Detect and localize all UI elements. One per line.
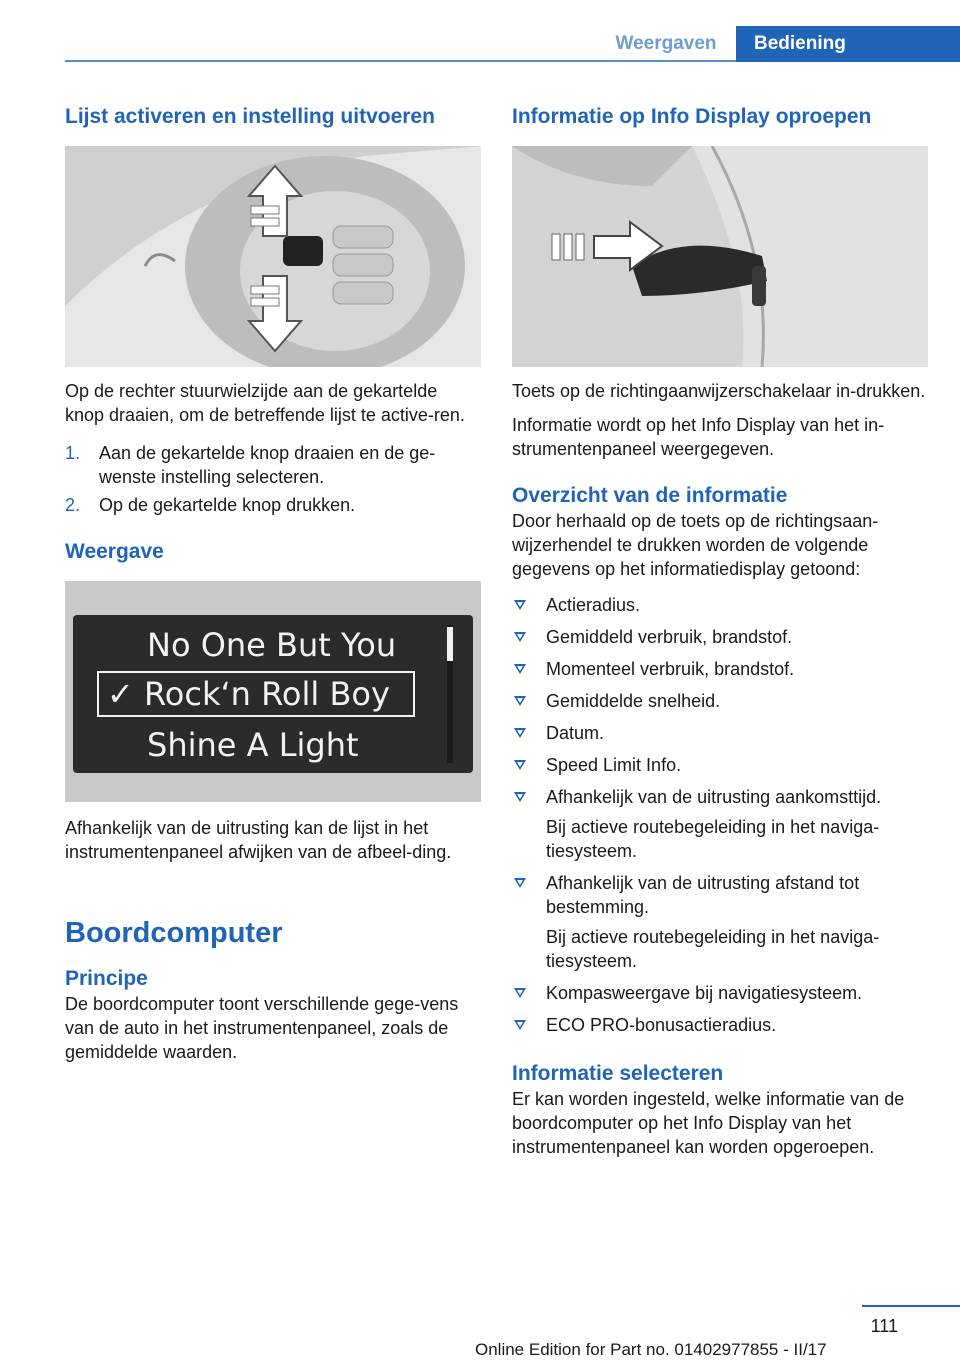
step-text: Aan de gekartelde knop draaien en de ge-wenste instelling selecteren. — [99, 443, 436, 487]
paragraph-select-info: Er kan worden ingesteld, welke informatie van de boordcomputer op het Info Display van het instrumentenpaneel kan worden opgeroepen. — [512, 1089, 905, 1157]
heading-principle: Principe — [65, 967, 148, 990]
display-screen — [73, 615, 473, 773]
triangle-bullet-icon — [514, 664, 526, 674]
list-item: Gemiddelde snelheid. — [512, 689, 928, 713]
triangle-bullet-icon — [514, 792, 526, 802]
turn-signal-figure — [512, 146, 928, 367]
triangle-bullet-icon — [514, 760, 526, 770]
turn-signal-illustration — [512, 146, 928, 367]
paragraph-overview: Door herhaald op de toets op de richtingsaan-wijzerhendel te drukken worden de volgende gegevens op het informatiedisplay getoond: — [512, 511, 879, 579]
step-number: 1. — [65, 443, 81, 463]
triangle-bullet-icon — [514, 988, 526, 998]
display-line-selected: ✓ Rock‘n Roll Boy — [107, 675, 390, 713]
triangle-bullet-icon — [514, 878, 526, 888]
list-item: Speed Limit Info. — [512, 753, 928, 777]
display-scrollbar-thumb — [447, 627, 453, 661]
info-list — [512, 593, 928, 1037]
header-chapter-tab[interactable]: Bediening — [736, 26, 960, 62]
section-title-boordcomputer: Boordcomputer — [65, 917, 283, 949]
paragraph-press-button: Toets op de richtingaanwijzerschakelaar in-drukken. — [512, 381, 926, 401]
page-number: 111 — [870, 1316, 898, 1336]
left-column — [65, 100, 481, 1064]
list-item: Gemiddeld verbruik, brandstof. — [512, 625, 928, 649]
display-figure — [65, 581, 481, 802]
list-item: ECO PRO-bonusactieradius. — [512, 1013, 928, 1037]
steering-wheel-figure — [65, 146, 481, 367]
heading-display: Weergave — [65, 540, 164, 563]
paragraph-principle: De boordcomputer toont verschillende gege-vens van de auto in het instrumentenpaneel, zoals de gemiddelde waarden. — [65, 994, 459, 1062]
list-item: Momenteel verbruik, brandstof. — [512, 657, 928, 681]
list-item — [65, 493, 481, 517]
list-item: Datum. — [512, 721, 928, 745]
display-line: Shine A Light — [147, 726, 359, 764]
heading-select-info: Informatie selecteren — [512, 1062, 724, 1085]
heading-overview: Overzicht van de informatie — [512, 484, 788, 507]
list-item: Actieradius. — [512, 593, 928, 617]
step-list — [65, 441, 481, 517]
steering-wheel-illustration — [65, 146, 481, 367]
paragraph-turn-knob: Op de rechter stuurwielzijde aan de gekartelde knop draaien, om de betreffende lijst te active-ren. — [65, 381, 465, 425]
paragraph-list-differs: Afhankelijk van de uitrusting kan de lijst in het instrumentenpaneel afwijken van de afbeel-ding. — [65, 818, 452, 862]
list-item: Kompasweergave bij navigatiesysteem. — [512, 981, 928, 1005]
heading-activate-list: Lijst activeren en instelling uitvoeren — [65, 105, 435, 128]
heading-info-display: Informatie op Info Display oproepen — [512, 105, 872, 128]
list-item — [65, 441, 481, 489]
triangle-bullet-icon — [514, 696, 526, 706]
step-text: Op de gekartelde knop drukken. — [99, 495, 356, 515]
triangle-bullet-icon — [514, 728, 526, 738]
step-number: 2. — [65, 495, 81, 515]
paragraph-info-shown: Informatie wordt op het Info Display van het in-strumentenpaneel weergegeven. — [512, 415, 885, 459]
triangle-bullet-icon — [514, 600, 526, 610]
header-section-tab[interactable]: Weergaven — [615, 33, 717, 54]
list-item: Afhankelijk van de uitrusting afstand tot bestemming. Bij actieve routebegeleiding in het naviga-tiesysteem. — [512, 871, 928, 973]
triangle-bullet-icon — [514, 632, 526, 642]
triangle-bullet-icon — [514, 1020, 526, 1030]
display-line: No One But You — [147, 626, 397, 664]
right-column — [512, 100, 928, 1159]
list-item: Afhankelijk van de uitrusting aankomsttijd. Bij actieve routebegeleiding in het naviga-tiesysteem. — [512, 785, 928, 863]
footer-edition: Online Edition for Part no. 01402977855 - II/17 — [475, 1340, 827, 1359]
footer-rule — [862, 1305, 960, 1307]
